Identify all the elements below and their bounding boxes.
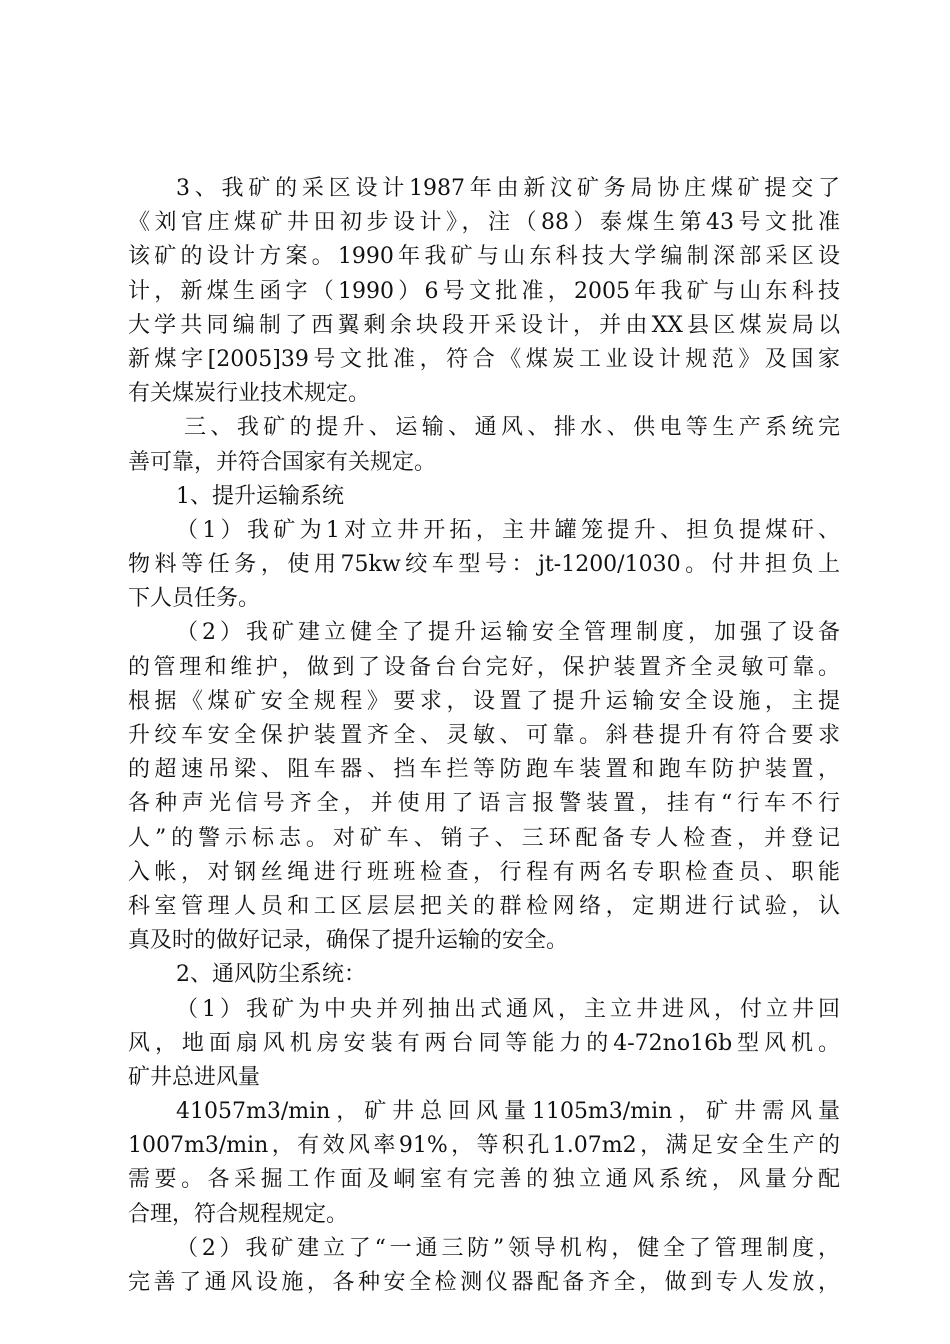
text-line: 《刘官庄煤矿井田初步设计》，注（88）泰煤生第43号文批准 — [128, 210, 840, 236]
text-line: 真及时的做好记录，确保了提升运输的安全。 — [128, 928, 569, 954]
text-line: 大学共同编制了西翼剩余块段开采设计，并由XX县区煤炭局以 — [128, 312, 840, 338]
text-line: 物料等任务，使用75kw绞车型号：jt-1200/1030。付井担负上 — [128, 552, 840, 578]
text-line: 的超速吊梁、阻车器、挡车拦等防跑车装置和跑车防护装置， — [128, 757, 840, 783]
text-line: 新煤字[2005]39号文批准，符合《煤炭工业设计规范》及国家 — [128, 346, 840, 372]
text-line: 计，新煤生函字（1990）6号文批准，2005年我矿与山东科技 — [128, 278, 840, 304]
text-line: 的管理和维护，做到了设备台台完好，保护装置齐全灵敏可靠。 — [128, 654, 840, 680]
text-line: 1007m3/min，有效风率91%，等积孔1.07m2，满足安全生产的 — [128, 1133, 840, 1159]
text-line: （2）我矿建立了“一通三防”领导机构，健全了管理制度， — [176, 1235, 840, 1261]
subsection-heading: 2、通风防尘系统： — [176, 962, 366, 988]
text-line: 合理，符合规程规定。 — [128, 1201, 349, 1227]
text-line: 下人员任务。 — [128, 586, 261, 612]
text-line: 该矿的设计方案。1990年我矿与山东科技大学编制深部采区设 — [128, 244, 840, 270]
text-line: 3、我矿的采区设计1987年由新汶矿务局协庄煤矿提交了 — [176, 176, 840, 201]
text-line: （2）我矿建立健全了提升运输安全管理制度，加强了设备 — [176, 620, 840, 646]
text-line: （1）我矿为1对立井开拓，主井罐笼提升、担负提煤矸、 — [176, 517, 840, 543]
text-line: 各种声光信号齐全，并使用了语言报警装置，挂有“行车不行 — [128, 791, 840, 817]
text-line: （1）我矿为中央并列抽出式通风，主立井进风，付立井回 — [176, 996, 840, 1022]
document-body — [128, 172, 840, 1300]
text-line: 完善了通风设施，各种安全检测仪器配备齐全，做到专人发放， — [128, 1270, 840, 1295]
text-line: 矿井总进风量 — [128, 1064, 261, 1090]
text-line: 入帐，对钢丝绳进行班班检查，行程有两名专职检查员、职能 — [128, 859, 840, 885]
subsection-heading: 1、提升运输系统 — [176, 483, 344, 509]
text-line: 有关煤炭行业技术规定。 — [128, 381, 371, 407]
text-line: 升绞车安全保护装置齐全、灵敏、可靠。斜巷提升有符合要求 — [128, 723, 840, 748]
text-line: 根据《煤矿安全规程》要求，设置了提升运输安全设施，主提 — [128, 688, 840, 714]
text-line: 需要。各采掘工作面及峒室有完善的独立通风系统，风量分配 — [128, 1167, 840, 1193]
text-line: 41057m3/min，矿井总回风量1105m3/min，矿井需风量 — [176, 1099, 840, 1125]
section-heading: 三、我矿的提升、运输、通风、排水、供电等生产系统完 — [184, 415, 840, 441]
text-line: 善可靠，并符合国家有关规定。 — [128, 449, 437, 475]
text-line: 风，地面扇风机房安装有两台同等能力的4-72no16b型风机。 — [128, 1030, 840, 1056]
text-line: 人”的警示标志。对矿车、销子、三环配备专人检查，并登记 — [128, 825, 840, 851]
text-line: 科室管理人员和工区层层把关的群检网络，定期进行试验，认 — [128, 893, 840, 919]
